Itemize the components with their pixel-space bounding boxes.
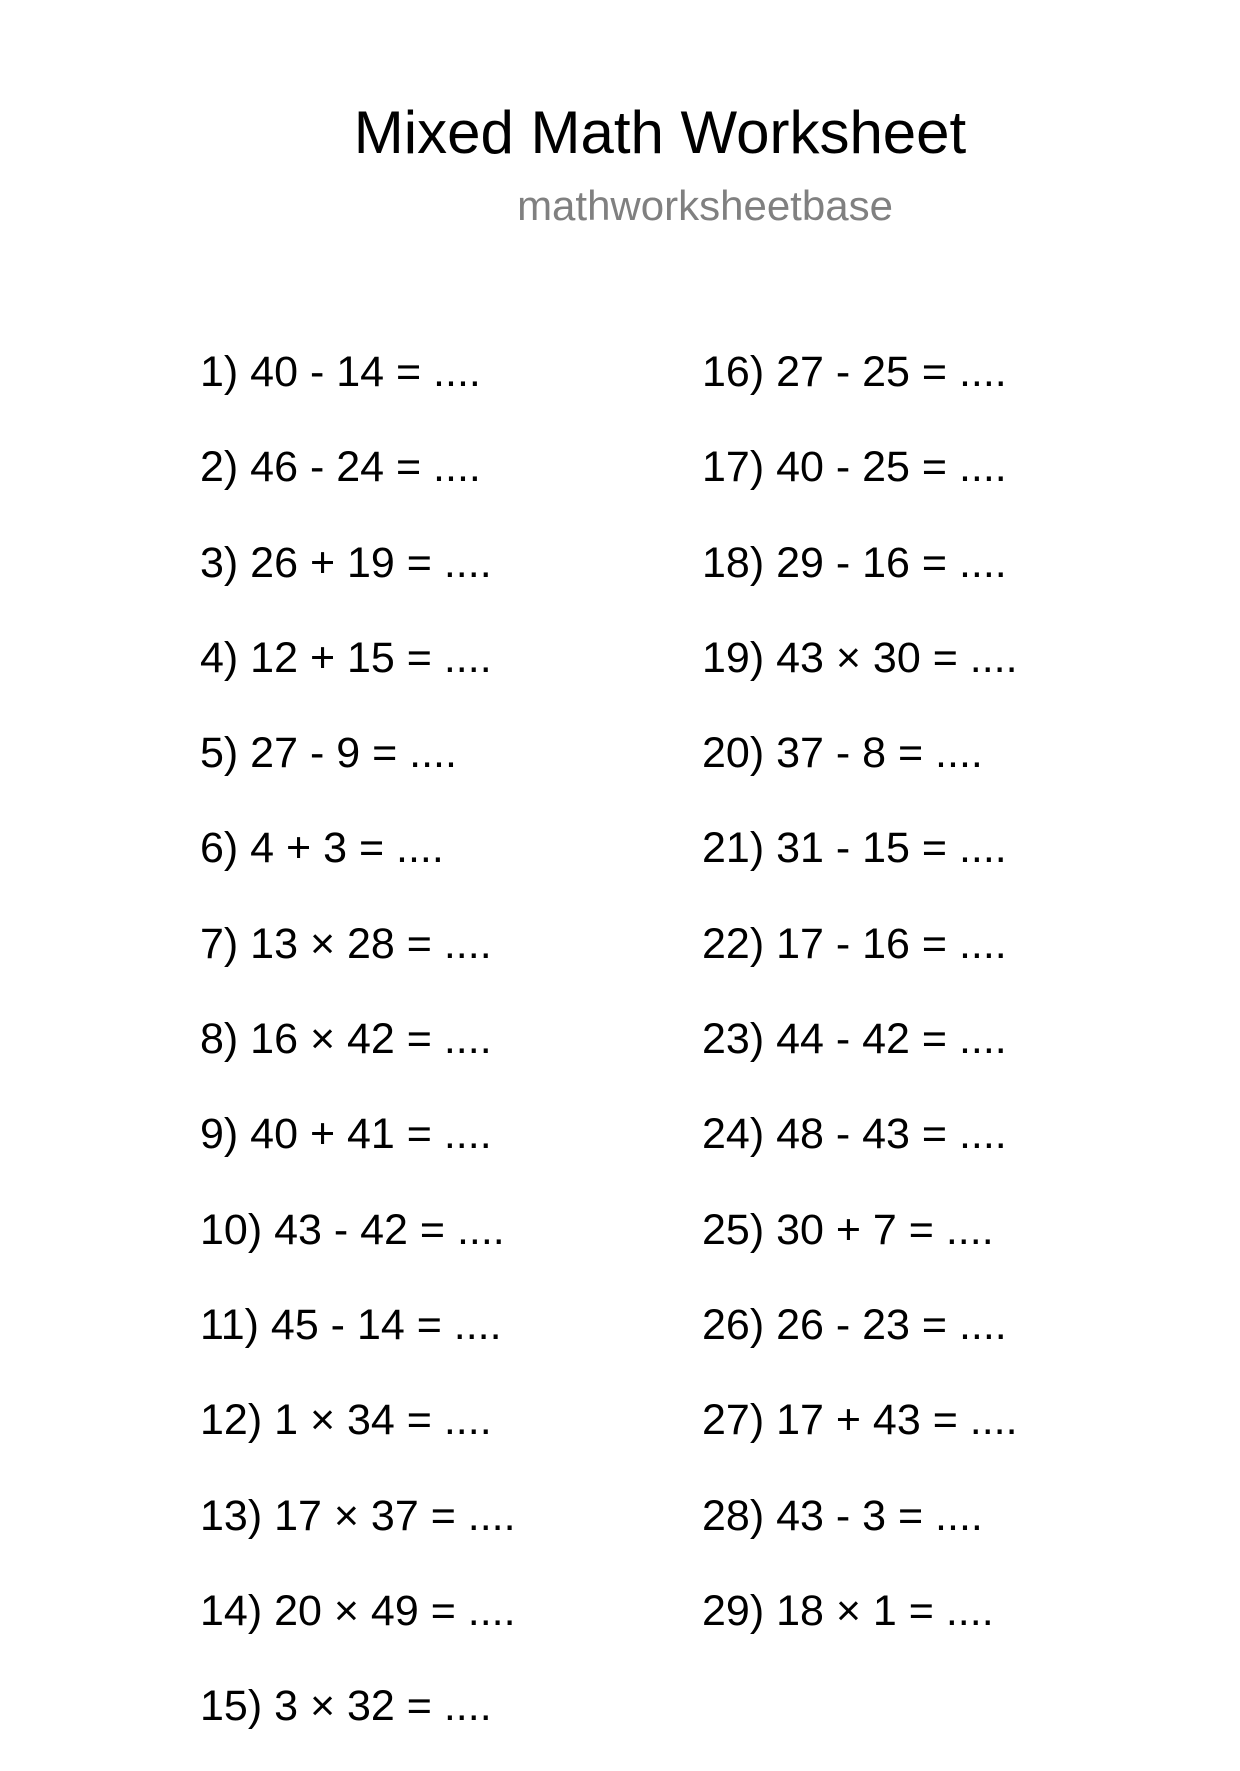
problem-item: 11) 45 - 14 = .... — [200, 1300, 502, 1349]
problem-item: 5) 27 - 9 = .... — [200, 729, 457, 778]
problem-item: 9) 40 + 41 = .... — [200, 1110, 492, 1159]
problem-item: 1) 40 - 14 = .... — [200, 348, 481, 396]
page-title: Mixed Math Worksheet — [353, 99, 967, 166]
problem-item: 15) 3 × 32 = .... — [200, 1682, 492, 1731]
page-subtitle: mathworksheetbase — [517, 182, 893, 229]
problem-item: 4) 12 + 15 = .... — [200, 633, 492, 682]
problem-item: 14) 20 × 49 = .... — [200, 1586, 516, 1635]
problem-item: 7) 13 × 28 = .... — [200, 919, 492, 968]
problem-item: 27) 17 + 43 = .... — [702, 1396, 1018, 1445]
problem-item: 22) 17 - 16 = .... — [702, 919, 1007, 968]
problem-item: 6) 4 + 3 = .... — [200, 824, 444, 873]
problem-item: 23) 44 - 42 = .... — [702, 1015, 1007, 1064]
problem-item: 8) 16 × 42 = .... — [200, 1015, 492, 1064]
problem-item: 2) 46 - 24 = .... — [200, 443, 481, 492]
problem-column-left — [200, 342, 720, 1771]
problem-item: 16) 27 - 25 = .... — [702, 348, 1007, 396]
problem-item: 20) 37 - 8 = .... — [702, 729, 983, 778]
problem-column-right — [702, 342, 1222, 1676]
problem-item: 26) 26 - 23 = .... — [702, 1300, 1007, 1349]
problem-item: 25) 30 + 7 = .... — [702, 1205, 994, 1254]
problem-item: 28) 43 - 3 = .... — [702, 1491, 983, 1540]
problem-item: 3) 26 + 19 = .... — [200, 538, 492, 587]
problem-item: 21) 31 - 15 = .... — [702, 824, 1007, 873]
problem-item: 17) 40 - 25 = .... — [702, 443, 1007, 492]
problem-item: 19) 43 × 30 = .... — [702, 633, 1018, 682]
problem-item: 18) 29 - 16 = .... — [702, 538, 1007, 587]
problem-item: 13) 17 × 37 = .... — [200, 1491, 516, 1540]
problem-item: 10) 43 - 42 = .... — [200, 1205, 505, 1254]
problem-item: 12) 1 × 34 = .... — [200, 1396, 492, 1445]
problem-item: 24) 48 - 43 = .... — [702, 1110, 1007, 1159]
problem-item: 29) 18 × 1 = .... — [702, 1586, 994, 1635]
